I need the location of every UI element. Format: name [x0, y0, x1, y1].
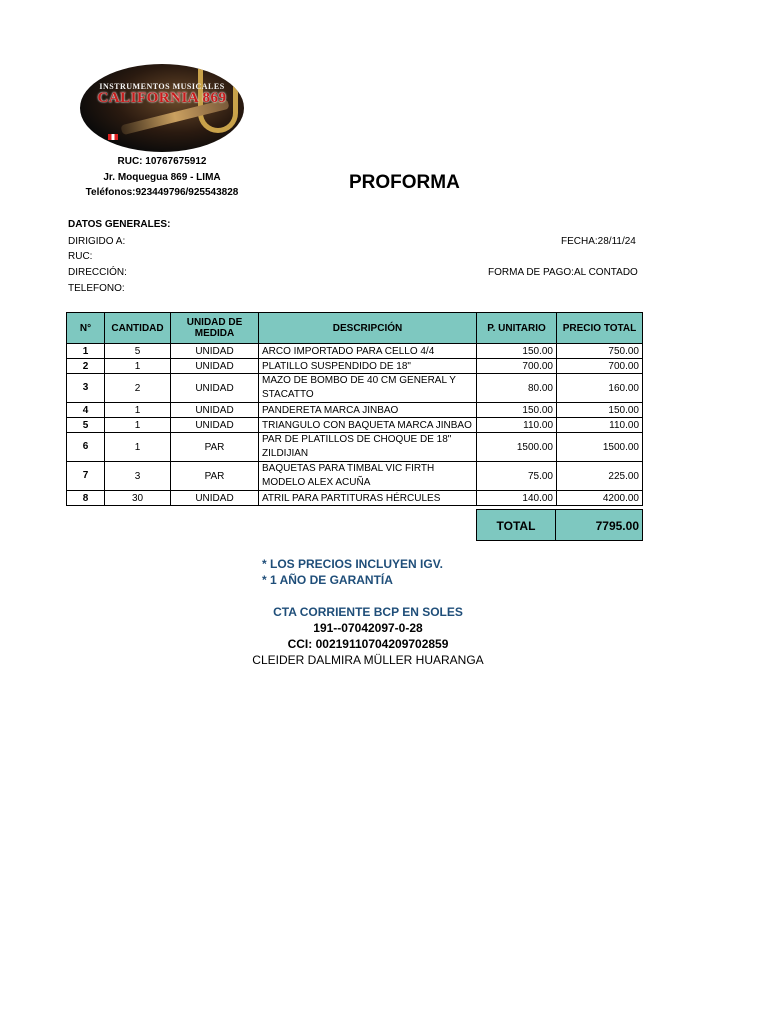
- fecha-label: FECHA:28/11/24: [561, 236, 636, 247]
- row-unit: PAR: [171, 433, 259, 462]
- row-number: 7: [67, 462, 105, 491]
- row-qty: 1: [105, 433, 171, 462]
- items-table: [66, 312, 643, 506]
- row-unit-price: 75.00: [477, 462, 557, 491]
- general-heading: DATOS GENERALES:: [68, 219, 171, 230]
- total-value: 7795.00: [555, 509, 643, 541]
- bank-heading: CTA CORRIENTE BCP EN SOLES: [273, 605, 463, 619]
- row-number: 8: [67, 491, 105, 506]
- header-p-unitario: P. UNITARIO: [477, 313, 557, 344]
- page-title: PROFORMA: [349, 172, 460, 193]
- row-qty: 1: [105, 359, 171, 374]
- dirigido-label: DIRIGIDO A:: [68, 236, 126, 247]
- note-warranty: * 1 AÑO DE GARANTÍA: [262, 573, 393, 587]
- total-label: TOTAL: [476, 509, 556, 541]
- row-total-price: 110.00: [557, 418, 643, 433]
- note-igv: * LOS PRECIOS INCLUYEN IGV.: [262, 557, 443, 571]
- row-qty: 5: [105, 344, 171, 359]
- logo-subtitle: INSTRUMENTOS MUSICALES: [99, 82, 225, 91]
- row-unit-price: 150.00: [477, 344, 557, 359]
- row-number: 5: [67, 418, 105, 433]
- row-number: 4: [67, 403, 105, 418]
- row-desc: BAQUETAS PARA TIMBAL VIC FIRTH MODELO ALEX ACUÑA: [259, 462, 477, 491]
- row-total-price: 1500.00: [557, 433, 643, 462]
- row-number: 6: [67, 433, 105, 462]
- table-header-row: [67, 313, 643, 344]
- row-total-price: 225.00: [557, 462, 643, 491]
- bank-holder: CLEIDER DALMIRA MÜLLER HUARANGA: [252, 653, 484, 667]
- row-unit-price: 150.00: [477, 403, 557, 418]
- row-desc: ATRIL PARA PARTITURAS HÉRCULES: [259, 491, 477, 506]
- telefono-label: TELEFONO:: [68, 283, 125, 294]
- row-qty: 3: [105, 462, 171, 491]
- row-desc: PAR DE PLATILLOS DE CHOQUE DE 18" ZILDIJIAN: [259, 433, 477, 462]
- row-desc: PANDERETA MARCA JINBAO: [259, 403, 477, 418]
- row-unit-price: 700.00: [477, 359, 557, 374]
- table-row: [67, 359, 643, 374]
- ruc-label: RUC:: [68, 251, 93, 262]
- row-unit-price: 110.00: [477, 418, 557, 433]
- row-total-price: 150.00: [557, 403, 643, 418]
- flag-icon: [108, 134, 118, 140]
- row-total-price: 700.00: [557, 359, 643, 374]
- table-row: [67, 344, 643, 359]
- row-qty: 2: [105, 374, 171, 403]
- row-number: 1: [67, 344, 105, 359]
- company-phones: Teléfonos:923449796/925543828: [85, 187, 239, 198]
- row-unit: UNIDAD: [171, 344, 259, 359]
- row-desc: MAZO DE BOMBO DE 40 CM GENERAL Y STACATTO: [259, 374, 477, 403]
- row-unit: PAR: [171, 462, 259, 491]
- bank-account: 191--07042097-0-28: [313, 621, 423, 635]
- company-address: Jr. Moquegua 869 - LIMA: [103, 172, 221, 183]
- row-number: 3: [67, 374, 105, 403]
- row-unit-price: 140.00: [477, 491, 557, 506]
- logo-brand: CALIFORNIA 869: [97, 90, 227, 106]
- row-qty: 1: [105, 403, 171, 418]
- bank-cci: CCI: 00219110704209702859: [287, 637, 449, 651]
- row-desc: TRIANGULO CON BAQUETA MARCA JINBAO: [259, 418, 477, 433]
- company-ruc: RUC: 10767675912: [117, 156, 207, 167]
- row-unit: UNIDAD: [171, 374, 259, 403]
- company-logo: [80, 64, 244, 152]
- row-desc: PLATILLO SUSPENDIDO DE 18": [259, 359, 477, 374]
- header-precio-total: PRECIO TOTAL: [557, 313, 643, 344]
- row-qty: 1: [105, 418, 171, 433]
- forma-pago-label: FORMA DE PAGO:AL CONTADO: [488, 267, 638, 278]
- header-n: N°: [67, 313, 105, 344]
- row-number: 2: [67, 359, 105, 374]
- row-unit: UNIDAD: [171, 403, 259, 418]
- header-cantidad: CANTIDAD: [105, 313, 171, 344]
- table-row: [67, 491, 643, 506]
- table-row: [67, 403, 643, 418]
- direccion-label: DIRECCIÓN:: [68, 267, 127, 278]
- row-desc: ARCO IMPORTADO PARA CELLO 4/4: [259, 344, 477, 359]
- table-row: [67, 462, 643, 491]
- row-total-price: 750.00: [557, 344, 643, 359]
- row-unit: UNIDAD: [171, 359, 259, 374]
- row-unit: UNIDAD: [171, 418, 259, 433]
- header-descripcion: DESCRIPCIÓN: [259, 313, 477, 344]
- row-qty: 30: [105, 491, 171, 506]
- row-total-price: 4200.00: [557, 491, 643, 506]
- table-row: [67, 433, 643, 462]
- table-row: [67, 374, 643, 403]
- table-row: [67, 418, 643, 433]
- row-unit: UNIDAD: [171, 491, 259, 506]
- row-total-price: 160.00: [557, 374, 643, 403]
- row-unit-price: 1500.00: [477, 433, 557, 462]
- row-unit-price: 80.00: [477, 374, 557, 403]
- header-unidad: UNIDAD DE MEDIDA: [171, 313, 259, 344]
